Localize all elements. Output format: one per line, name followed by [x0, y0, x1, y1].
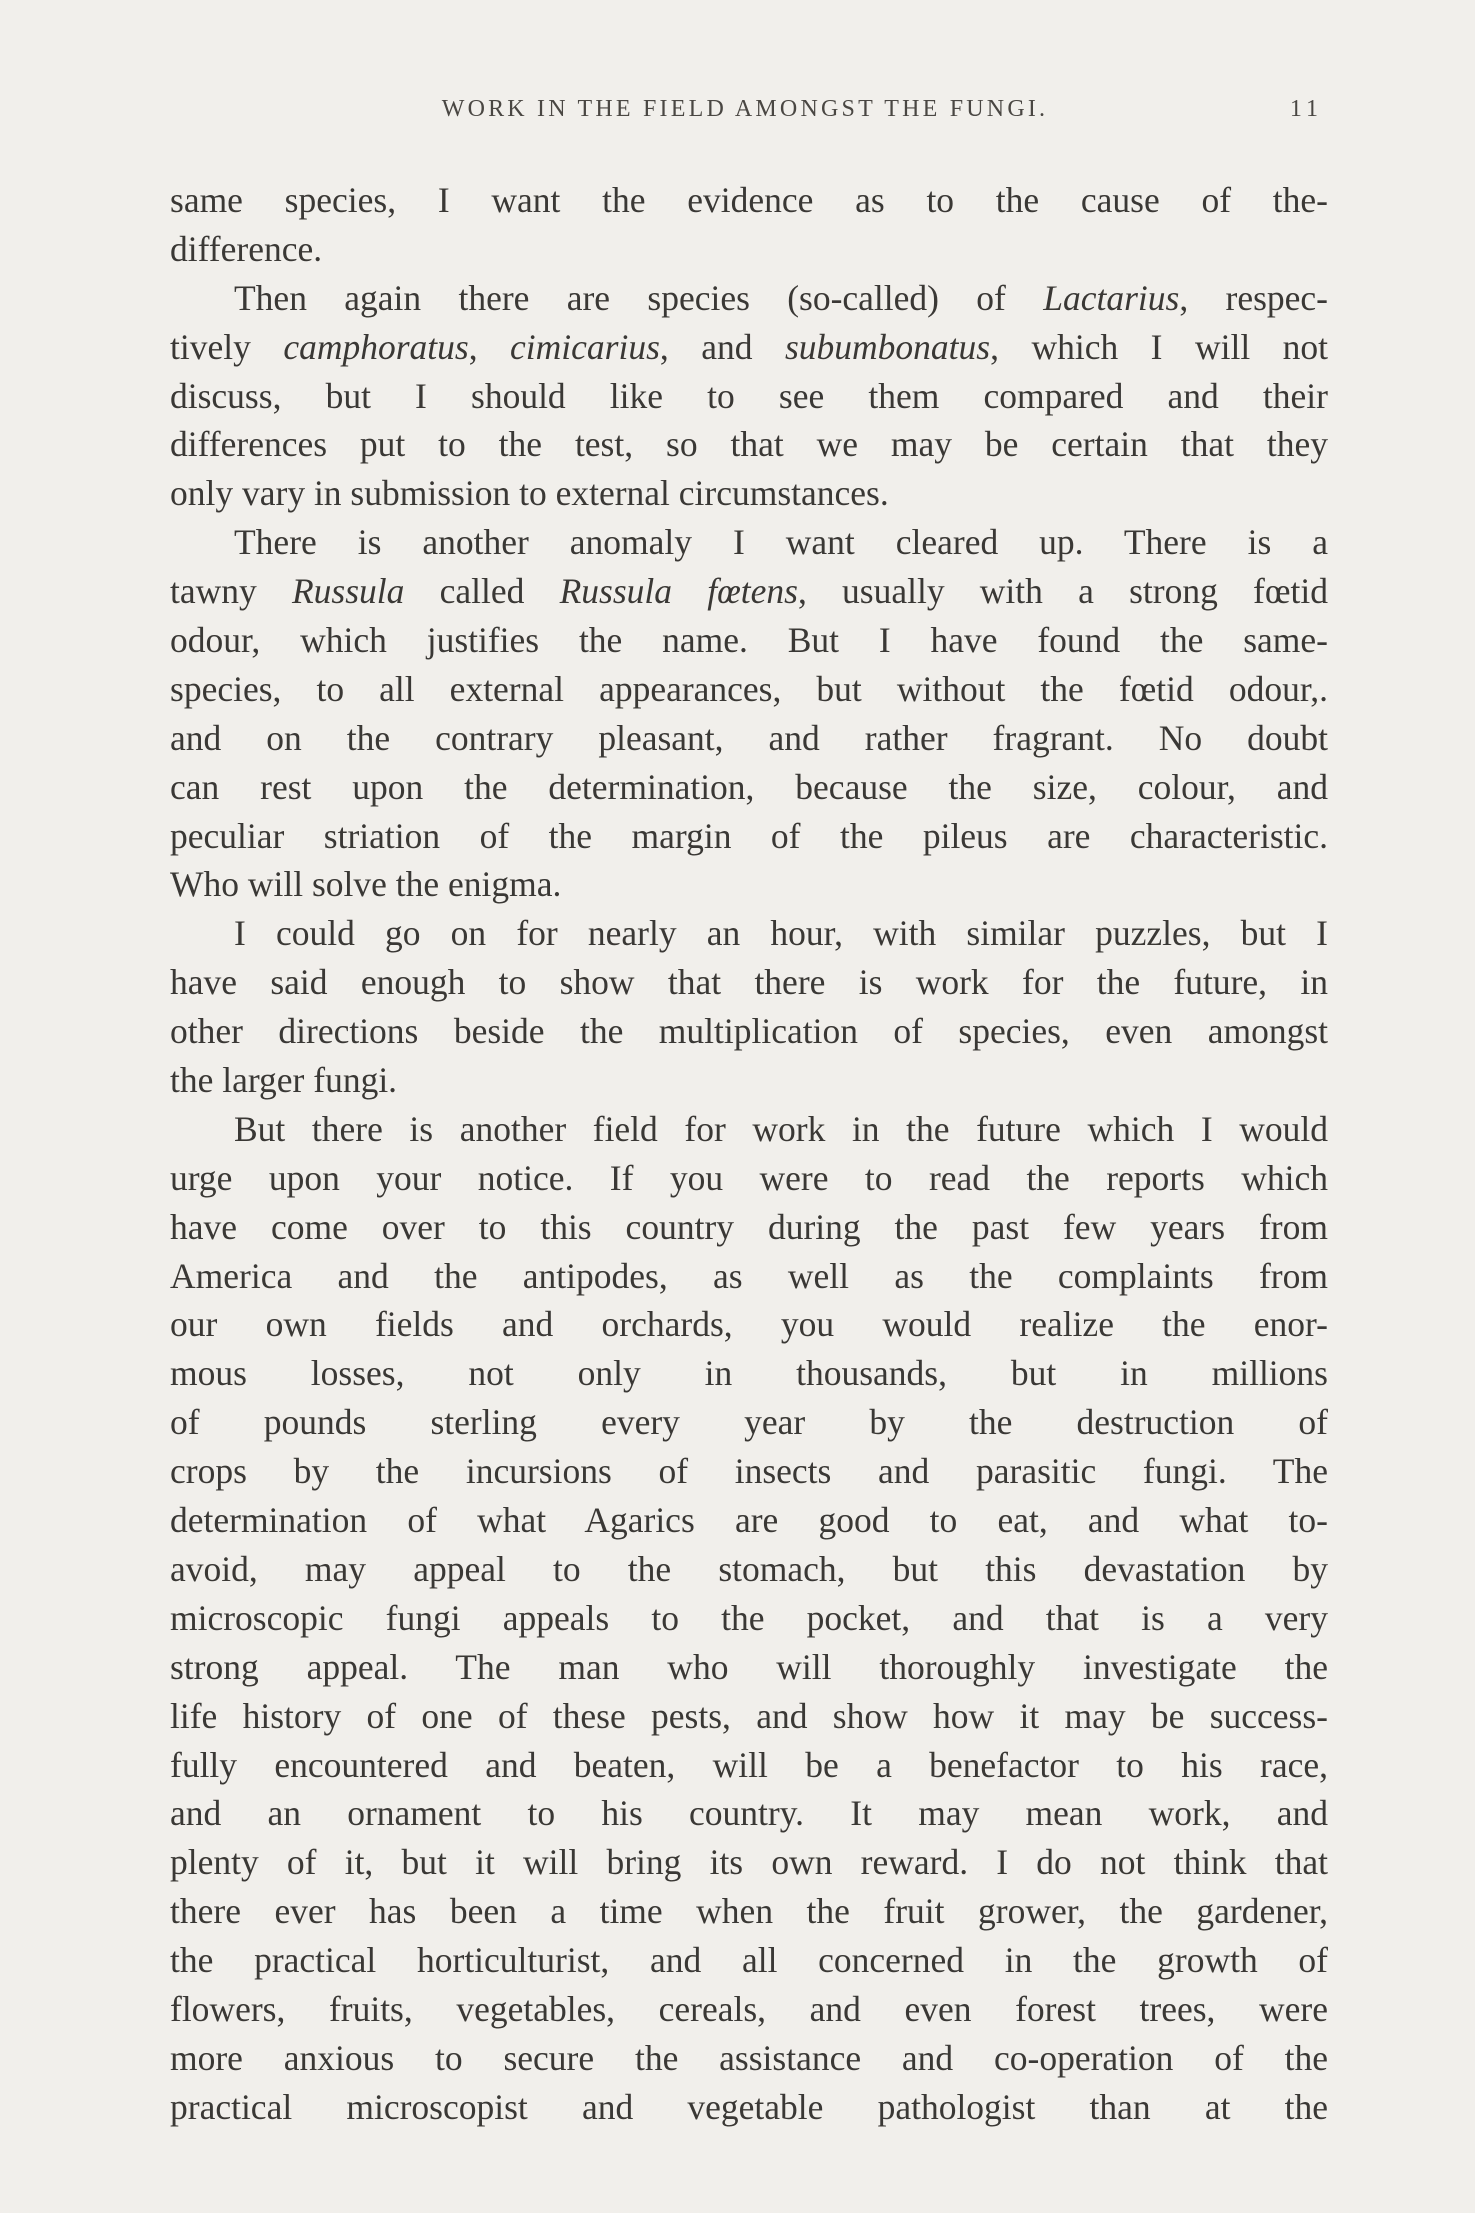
- italic-term: Lactarius: [1043, 277, 1180, 318]
- text-line: [170, 763, 1328, 812]
- italic-term: cimicarius: [510, 326, 660, 367]
- text-line: [170, 518, 1328, 567]
- text-line: [170, 225, 1328, 274]
- text-run: the practical horticulturist, and all concerned in the growth of: [170, 1940, 1328, 1981]
- body-text: [170, 176, 1328, 2132]
- text-line: [170, 1105, 1328, 1154]
- running-head: [170, 96, 1323, 136]
- text-line: [170, 274, 1328, 323]
- text-run: practical microscopist and vegetable pathologist than at the: [170, 2086, 1328, 2127]
- text-run: flowers, fruits, vegetables, cereals, and even forest trees, were: [170, 1988, 1328, 2029]
- text-line: [170, 567, 1328, 616]
- text-line: [170, 1545, 1328, 1594]
- text-run: , respec-: [1179, 277, 1329, 318]
- text-run: But there is another field for work in the future which I would: [234, 1108, 1328, 1149]
- text-line: [170, 1838, 1328, 1887]
- text-line: [170, 1300, 1328, 1349]
- text-run: other directions beside the multiplication of species, even amongst: [170, 1011, 1328, 1052]
- text-run: I could go on for nearly an hour, with similar puzzles, but I: [234, 913, 1328, 954]
- text-line: [170, 1936, 1328, 1985]
- text-run: have said enough to show that there is work for the future, in: [170, 962, 1328, 1003]
- text-line: [170, 909, 1328, 958]
- text-run: discuss, but I should like to see them compared and their: [170, 375, 1328, 416]
- text-line: [170, 1349, 1328, 1398]
- text-run: difference.: [170, 228, 323, 269]
- text-line: [170, 812, 1328, 861]
- text-line: [170, 1985, 1328, 2034]
- text-run: , and: [659, 326, 785, 367]
- text-line: [170, 1496, 1328, 1545]
- text-run: fully encountered and beaten, will be a benefactor to his race,: [170, 1744, 1328, 1785]
- text-line: [170, 1252, 1328, 1301]
- page-number: 11: [1289, 96, 1323, 122]
- text-run: odour, which justifies the name. But I have found the same-: [170, 620, 1328, 661]
- italic-term: Russula fœtens: [559, 571, 798, 612]
- italic-term: camphoratus: [283, 326, 469, 367]
- text-run: tawny: [170, 571, 292, 612]
- text-line: [170, 616, 1328, 665]
- text-run: urge upon your notice. If you were to read the reports which: [170, 1157, 1328, 1198]
- text-line: [170, 1203, 1328, 1252]
- text-run: tively: [170, 326, 284, 367]
- text-run: only vary in submission to external circumstances.: [170, 473, 889, 514]
- text-run: the larger fungi.: [170, 1060, 398, 1101]
- text-line: [170, 323, 1328, 372]
- text-line: [170, 176, 1328, 225]
- text-run: ,: [468, 326, 511, 367]
- text-line: [170, 420, 1328, 469]
- text-line: [170, 1887, 1328, 1936]
- text-run: our own fields and orchards, you would realize the enor-: [170, 1304, 1328, 1345]
- text-run: and on the contrary pleasant, and rather fragrant. No doubt: [170, 717, 1328, 758]
- text-line: [170, 2034, 1328, 2083]
- text-run: peculiar striation of the margin of the pileus are characteristic.: [170, 815, 1328, 856]
- text-line: [170, 2083, 1328, 2132]
- text-line: [170, 714, 1328, 763]
- text-run: determination of what Agarics are good to eat, and what to-: [170, 1500, 1328, 1541]
- text-run: strong appeal. The man who will thoroughly investigate the: [170, 1646, 1328, 1687]
- text-run: There is another anomaly I want cleared up. There is a: [234, 522, 1328, 563]
- text-run: have come over to this country during the past few years from: [170, 1206, 1328, 1247]
- text-run: life history of one of these pests, and show how it may be success-: [170, 1695, 1328, 1736]
- text-run: can rest upon the determination, because the size, colour, and: [170, 766, 1328, 807]
- text-line: [170, 1789, 1328, 1838]
- text-run: , usually with a strong fœtid: [797, 571, 1328, 612]
- running-title: WORK IN THE FIELD AMONGST THE FUNGI.: [441, 96, 1049, 122]
- italic-term: subumbonatus: [784, 326, 991, 367]
- text-run: Then again there are species (so-called) of: [234, 277, 1044, 318]
- italic-term: Russula: [291, 571, 405, 612]
- text-line: [170, 958, 1328, 1007]
- text-line: [170, 1398, 1328, 1447]
- text-line: [170, 1154, 1328, 1203]
- text-line: [170, 1447, 1328, 1496]
- text-line: [170, 665, 1328, 714]
- text-run: , which I will not: [990, 326, 1329, 367]
- text-run: crops by the incursions of insects and parasitic fungi. The: [170, 1451, 1328, 1492]
- text-line: [170, 1692, 1328, 1741]
- text-line: [170, 469, 1328, 518]
- text-line: [170, 1594, 1328, 1643]
- text-run: same species, I want the evidence as to the cause of the-: [170, 180, 1328, 220]
- text-line: [170, 1056, 1328, 1105]
- text-line: [170, 860, 1328, 909]
- text-run: more anxious to secure the assistance and co-operation of the: [170, 2037, 1328, 2078]
- text-run: America and the antipodes, as well as the complaints from: [170, 1255, 1328, 1296]
- text-run: and an ornament to his country. It may mean work, and: [170, 1793, 1328, 1834]
- text-line: [170, 1007, 1328, 1056]
- text-run: there ever has been a time when the fruit grower, the gardener,: [170, 1891, 1328, 1932]
- text-run: of pounds sterling every year by the destruction of: [170, 1402, 1328, 1443]
- text-run: plenty of it, but it will bring its own reward. I do not think that: [170, 1842, 1328, 1883]
- text-run: avoid, may appeal to the stomach, but this devastation by: [170, 1548, 1328, 1589]
- text-run: mous losses, not only in thousands, but in millions: [170, 1353, 1328, 1394]
- text-run: Who will solve the enigma.: [170, 864, 562, 905]
- text-run: called: [404, 571, 560, 612]
- text-run: microscopic fungi appeals to the pocket, and that is a very: [170, 1597, 1328, 1638]
- text-line: [170, 1643, 1328, 1692]
- text-run: differences put to the test, so that we may be certain that they: [170, 424, 1328, 465]
- text-line: [170, 1741, 1328, 1790]
- text-line: [170, 372, 1328, 421]
- text-run: species, to all external appearances, but without the fœtid odour,.: [170, 668, 1328, 709]
